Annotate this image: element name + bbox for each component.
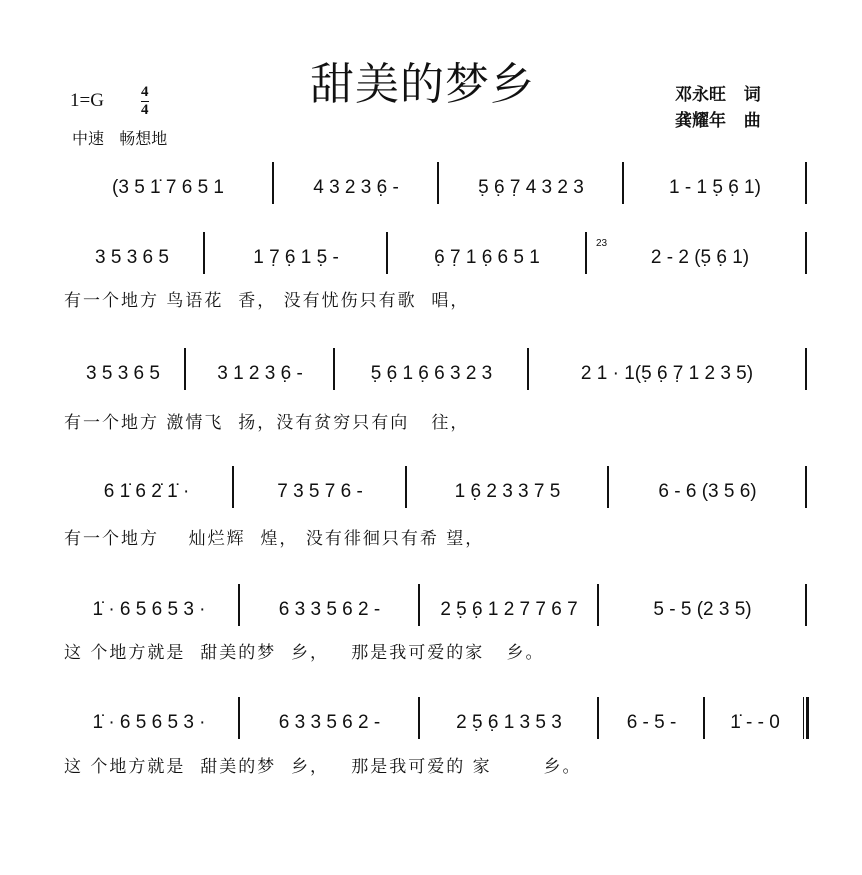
staff-row-intro: [0, 170, 862, 210]
bar-line: [703, 697, 705, 739]
measure: 1 7̣ 6̣ 1 5̣ -: [253, 247, 339, 268]
bar-line: [238, 584, 240, 626]
lyrics-line: 这 个地方就是 甜美的梦 乡， 那是我可爱的家 乡。: [64, 643, 545, 663]
bar-line: [333, 348, 335, 390]
measure: 1 6̣ 2 3 3 7 5: [454, 481, 561, 502]
key-signature: 1=G: [70, 90, 104, 111]
bar-line: [437, 162, 439, 204]
measure: 4 3 2 3 6̣ -: [313, 177, 399, 198]
bar-line: [597, 584, 599, 626]
measure: 6 - 5 -: [626, 712, 677, 733]
song-title: 甜美的梦乡: [310, 59, 535, 110]
bar-line: [238, 697, 240, 739]
measure: 3 1 2 3 6̣ -: [217, 363, 303, 384]
bar-line: [597, 697, 599, 739]
measure: 6̣ 7̣ 1 6̣ 6 5 1: [434, 247, 540, 268]
staff-row-3: [0, 474, 862, 514]
measure: 7 3 5 7 6 -: [277, 481, 363, 502]
tempo-marking: 中速 畅想地: [72, 129, 168, 148]
composer-credit: 龚耀年 曲: [675, 111, 761, 131]
bar-line: [272, 162, 274, 204]
bar-line: [418, 697, 420, 739]
measure: (3 5 1̇ 7 6 5 1: [112, 177, 224, 198]
measure: 2 1 · 1(5̣ 6̣ 7̣ 1 2 3 5): [580, 363, 754, 384]
bar-line: [805, 162, 807, 204]
final-bar-line: [803, 697, 809, 739]
measure-notes: 2 - 2 (5̣ 6̣ 1): [650, 247, 750, 268]
bar-line: [805, 348, 807, 390]
bar-line: [607, 466, 609, 508]
measure: 2 5̣ 6̣ 1 3 5 3: [456, 712, 562, 733]
measure: 5̣ 6̣ 1 6̣ 6 3 2 3: [370, 363, 493, 384]
bar-line: [805, 232, 807, 274]
bar-line: [527, 348, 529, 390]
grace-note: 23: [596, 238, 608, 249]
bar-line: [405, 466, 407, 508]
measure: 1̇ · 6 5 6 5 3 ·: [92, 712, 206, 733]
bar-line: [386, 232, 388, 274]
measure: 1 - 1 5̣ 6̣ 1): [669, 177, 761, 198]
measure: 3 5 3 6 5: [95, 247, 169, 268]
bar-line: [418, 584, 420, 626]
measure: 6 1̇ 6 2̇ 1̇ ·: [103, 481, 190, 502]
measure: 6 3 3 5 6 2 -: [278, 712, 381, 733]
measure: 2 5̣ 6̣ 1 2 7 7 6 7: [440, 599, 578, 620]
measure: 3 5 3 6 5: [86, 363, 160, 384]
staff-row-2: [0, 356, 862, 396]
bar-line: [232, 466, 234, 508]
measure: [598, 240, 802, 276]
time-signature-bottom: 4: [141, 102, 149, 118]
time-signature-top: 4: [141, 84, 149, 100]
measure: 1̇ - - 0: [730, 712, 780, 733]
bar-line: [805, 466, 807, 508]
lyrics-line: 有一个地方 灿烂辉 煌， 没有徘徊只有希 望，: [64, 529, 485, 549]
bar-line: [622, 162, 624, 204]
lyrics-line: 这 个地方就是 甜美的梦 乡， 那是我可爱的 家 乡。: [64, 757, 582, 777]
lyrics-line: 有一个地方 鸟语花 香， 没有忧伤只有歌 唱，: [64, 291, 470, 311]
time-signature: [141, 84, 149, 119]
measure: 5̣ 6̣ 7̣ 4 3 2 3: [478, 177, 584, 198]
staff-row-1: [0, 240, 862, 280]
lyricist-credit: 邓永旺 词: [675, 85, 761, 105]
bar-line: [805, 584, 807, 626]
bar-line: [203, 232, 205, 274]
staff-row-5: [0, 705, 862, 745]
bar-line: [585, 232, 587, 274]
staff-row-4: [0, 592, 862, 632]
bar-line: [184, 348, 186, 390]
measure: 6 3 3 5 6 2 -: [278, 599, 381, 620]
measure: 5 - 5 (2 3 5): [653, 599, 752, 620]
measure: 6 - 6 (3 5 6): [658, 481, 757, 502]
measure: 1̇ · 6 5 6 5 3 ·: [92, 599, 206, 620]
lyrics-line: 有一个地方 激情飞 扬，没有贫穷只有向 往，: [64, 413, 470, 433]
